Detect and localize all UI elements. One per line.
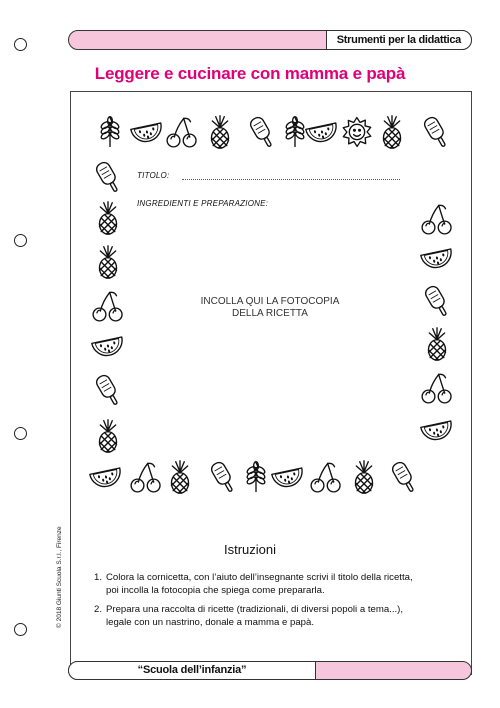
- pineapple-icon: [91, 201, 125, 240]
- instruction-item: [94, 572, 464, 597]
- watermelon-icon: [305, 115, 339, 154]
- binder-hole: [14, 38, 27, 51]
- instructions-heading: Istruzioni: [223, 542, 277, 557]
- watermelon-icon: [91, 329, 125, 368]
- binder-hole: [14, 427, 27, 440]
- copyright-notice: © 2018 Giunti Scuola S.r.l., Firenze: [56, 526, 63, 628]
- popsicle-icon: [91, 373, 125, 412]
- watermelon-icon: [420, 241, 454, 280]
- footer-label: “Scuola dell’infanzia”: [68, 661, 316, 680]
- title-field-line: [182, 179, 400, 180]
- page-title: Leggere e cucinare con mamma e papà: [94, 64, 406, 83]
- binder-hole: [14, 623, 27, 636]
- paste-instruction-line1: INCOLLA QUI LA FOTOCOPIA: [200, 296, 340, 307]
- pineapple-icon: [163, 460, 197, 499]
- instruction-text: legale con un nastrino, donale a mamma e papà.: [106, 616, 314, 628]
- pineapple-icon: [347, 460, 381, 499]
- watermelon-icon: [420, 413, 454, 452]
- watermelon-icon: [271, 460, 305, 499]
- title-field-label: TITOLO:: [137, 171, 170, 180]
- ingredients-field-label: INGREDIENTI E PREPARAZIONE:: [137, 199, 269, 208]
- binder-hole: [14, 234, 27, 247]
- pineapple-icon: [203, 115, 237, 154]
- cherries-icon: [165, 115, 199, 154]
- paste-instruction-line2: DELLA RICETTA: [232, 308, 308, 319]
- instruction-text: Prepara una raccolta di ricette (tradizionali, di diversi popoli a tema...),: [106, 604, 404, 615]
- popsicle-icon: [206, 460, 240, 499]
- wheat-icon: [93, 115, 127, 154]
- cherries-icon: [91, 289, 125, 328]
- popsicle-icon: [419, 115, 453, 154]
- instruction-number: 2.: [94, 604, 103, 615]
- pineapple-icon: [375, 115, 409, 154]
- instruction-item: [94, 604, 464, 629]
- sun-icon: [340, 115, 374, 154]
- popsicle-icon: [245, 115, 279, 154]
- instruction-text: Colora la cornicetta, con l’aiuto dell’insegnante scrivi il titolo della ricetta,: [106, 572, 413, 583]
- cherries-icon: [309, 460, 343, 499]
- cherries-icon: [129, 460, 163, 499]
- pineapple-icon: [91, 245, 125, 284]
- footer-bar: [68, 661, 472, 680]
- instruction-number: 1.: [94, 572, 103, 583]
- popsicle-icon: [387, 460, 421, 499]
- cherries-icon: [420, 202, 454, 241]
- popsicle-icon: [420, 284, 454, 323]
- instruction-text: poi incolla la fotocopia che spiega come prepararla.: [106, 584, 325, 596]
- wheat-icon: [239, 460, 273, 499]
- pineapple-icon: [420, 327, 454, 366]
- watermelon-icon: [89, 460, 123, 499]
- header-section-label: Strumenti per la didattica: [326, 30, 472, 50]
- watermelon-icon: [130, 115, 164, 154]
- popsicle-icon: [91, 160, 125, 199]
- header-bar: [68, 30, 472, 50]
- cherries-icon: [420, 371, 454, 410]
- pineapple-icon: [91, 419, 125, 458]
